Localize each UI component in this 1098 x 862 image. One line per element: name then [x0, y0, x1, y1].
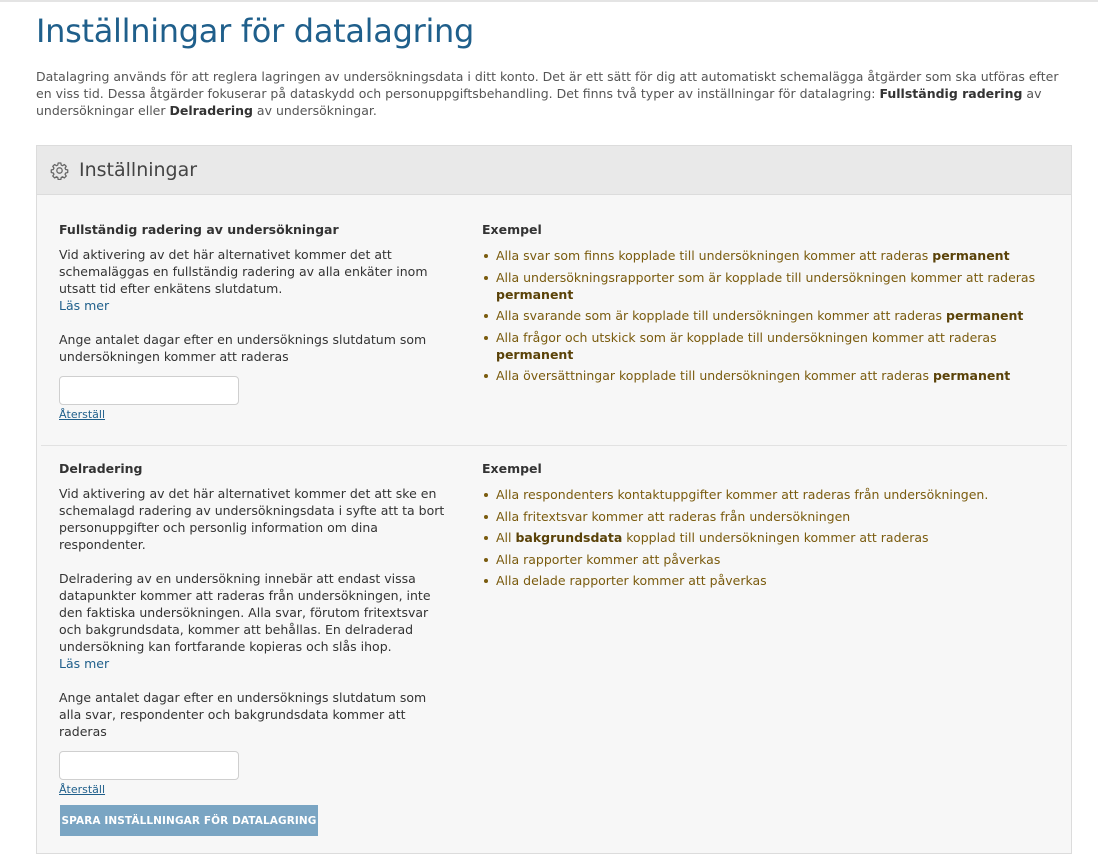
- example-text: All: [496, 530, 516, 545]
- example-text: Alla undersökningsrapporter som är kopplade till undersökningen kommer att raderas: [496, 269, 1036, 285]
- top-border: [0, 0, 1098, 2]
- full-delete-reset-link[interactable]: Återställ: [59, 408, 106, 421]
- partial-delete-description-2: Delradering av en undersökning innebär att endast vissa datapunkter kommer att raderas från undersökningen, inte den faktiska undersökningen. Alla svar, förutom fritextsvar och bakgrundsdata, kommer att behållas. En delraderad undersökning kan fortfarande kopieras och slås ihop.: [59, 571, 431, 654]
- full-delete-days-input[interactable]: [59, 376, 239, 405]
- partial-delete-title: Delradering: [59, 461, 143, 476]
- intro-bold-full-delete: Fullständig radering: [879, 86, 1023, 101]
- settings-panel: [36, 145, 1072, 854]
- example-text: kopplad till undersökningen kommer att raderas: [622, 530, 929, 545]
- example-text: Alla svarande som är kopplade till undersökningen kommer att raderas: [496, 308, 947, 323]
- partial-delete-settings: [59, 460, 459, 796]
- list-item: [482, 307, 1062, 324]
- list-item: [482, 247, 1062, 264]
- gear-icon: [50, 161, 69, 180]
- page-title: Inställningar för datalagring: [36, 12, 475, 50]
- panel-header: [37, 146, 1071, 195]
- list-item: [482, 269, 1062, 303]
- example-bold: permanent: [932, 368, 1011, 383]
- example-text: Alla översättningar kopplade till undersökningen kommer att raderas: [496, 368, 933, 383]
- list-item: [482, 551, 1062, 568]
- example-text: Alla svar som finns kopplade till undersökningen kommer att raderas: [496, 248, 933, 263]
- intro-bold-partial-delete: Delradering: [169, 103, 253, 118]
- partial-delete-examples: [482, 460, 1062, 594]
- save-settings-button[interactable]: SPARA INSTÄLLNINGAR FÖR DATALAGRING: [60, 805, 318, 836]
- full-delete-example-title: Exempel: [482, 222, 542, 237]
- intro-part-1: Datalagring används för att reglera lagringen av undersökningsdata i ditt konto. Det är ett sätt för dig att automatiskt schemalägga åtgärder som ska utföras efter en viss tid. Dessa åtgärder fokuserar på dataskydd och personuppgiftsbehandling. Det finns två typer av inställningar för datalagring:: [36, 69, 1059, 101]
- example-text: Alla frågor och utskick som är kopplade till undersökningen kommer att raderas: [496, 329, 997, 345]
- partial-delete-example-title: Exempel: [482, 461, 542, 476]
- example-bold: permanent: [496, 346, 574, 362]
- list-item: [482, 529, 1062, 546]
- list-item: [482, 329, 1062, 363]
- list-item: [482, 486, 1062, 503]
- full-delete-example-list: [482, 247, 1062, 384]
- example-text: Alla fritextsvar kommer att raderas från undersökningen: [496, 508, 851, 524]
- example-bold: permanent: [932, 248, 1010, 263]
- partial-delete-reset-link[interactable]: Återställ: [59, 783, 106, 796]
- list-item: [482, 367, 1062, 384]
- section-divider: [41, 445, 1067, 446]
- intro-part-3: av undersökningar.: [252, 103, 377, 118]
- example-bold: permanent: [946, 308, 1024, 323]
- example-text: Alla delade rapporter kommer att påverkas: [496, 573, 767, 588]
- example-text: Alla respondenters kontaktuppgifter kommer att raderas från undersökningen.: [496, 487, 989, 502]
- full-delete-title: Fullständig radering av undersökningar: [59, 222, 339, 237]
- full-delete-days-label: Ange antalet dagar efter en undersöknings slutdatum som undersökningen kommer att raderas: [59, 332, 427, 364]
- partial-delete-description-1: Vid aktivering av det här alternativet kommer det att ske en schemalagd radering av undersökningsdata i syfte att ta bort personuppgifter och personlig information om dina respondenter.: [59, 486, 445, 552]
- full-delete-read-more-link[interactable]: Läs mer: [59, 298, 110, 313]
- full-delete-description: Vid aktivering av det här alternativet kommer det att schemaläggas en fullständig radering av alla enkäter inom utsatt tid efter enkätens slutdatum.: [59, 247, 428, 296]
- partial-delete-days-input[interactable]: [59, 751, 239, 780]
- partial-delete-read-more-link[interactable]: Läs mer: [59, 656, 110, 671]
- list-item: [482, 508, 1062, 525]
- partial-delete-example-list: [482, 486, 1062, 589]
- example-bold: bakgrundsdata: [515, 530, 623, 545]
- intro-part-2: av undersökningar eller: [36, 86, 1042, 118]
- list-item: [482, 572, 1062, 589]
- intro-text: [36, 68, 1072, 119]
- example-text: Alla rapporter kommer att påverkas: [496, 551, 721, 567]
- panel-title: Inställningar: [79, 159, 198, 181]
- full-delete-settings: [59, 221, 459, 421]
- example-bold: permanent: [496, 286, 574, 302]
- partial-delete-days-label: Ange antalet dagar efter en undersöknings slutdatum som alla svar, respondenter och bakgrundsdata kommer att raderas: [59, 690, 427, 739]
- full-delete-examples: [482, 221, 1062, 389]
